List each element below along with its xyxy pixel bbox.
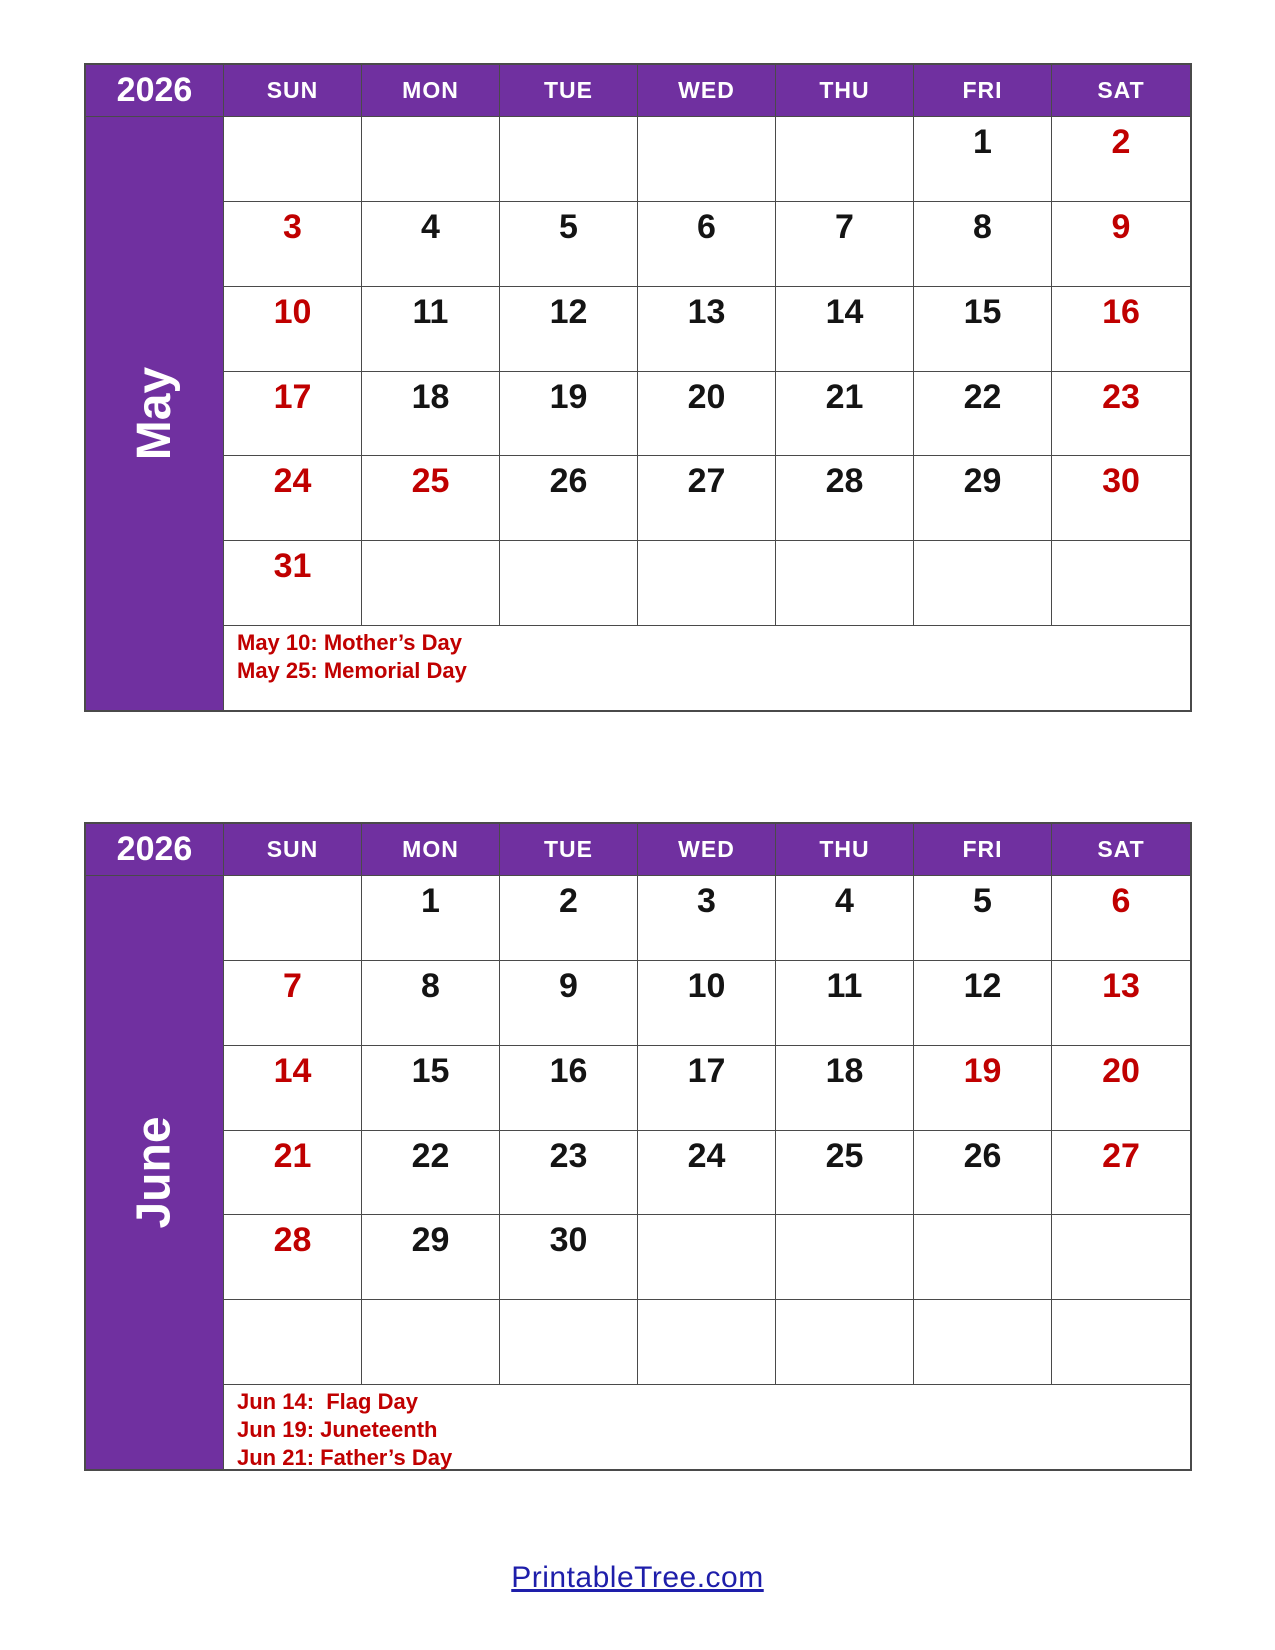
day-cell: 27 <box>1052 1131 1190 1216</box>
empty-day-cell <box>638 1300 776 1385</box>
empty-day-cell <box>500 1300 638 1385</box>
day-cell: 18 <box>362 372 500 457</box>
weekday-header: WED <box>638 65 776 117</box>
day-cell: 5 <box>914 876 1052 961</box>
day-cell: 25 <box>776 1131 914 1216</box>
day-cell: 11 <box>776 961 914 1046</box>
day-cell: 1 <box>362 876 500 961</box>
day-cell: 17 <box>638 1046 776 1131</box>
day-cell: 2 <box>1052 117 1190 202</box>
empty-day-cell <box>638 1215 776 1300</box>
weekday-header: TUE <box>500 824 638 876</box>
weekday-header: SUN <box>224 65 362 117</box>
empty-day-cell <box>224 117 362 202</box>
day-cell: 8 <box>914 202 1052 287</box>
weekday-header: TUE <box>500 65 638 117</box>
day-cell: 28 <box>224 1215 362 1300</box>
day-cell: 3 <box>224 202 362 287</box>
day-cell: 6 <box>1052 876 1190 961</box>
day-cell: 19 <box>914 1046 1052 1131</box>
weekday-header: MON <box>362 65 500 117</box>
day-cell: 22 <box>914 372 1052 457</box>
day-cell: 7 <box>224 961 362 1046</box>
day-cell: 14 <box>224 1046 362 1131</box>
day-cell: 24 <box>638 1131 776 1216</box>
day-cell: 5 <box>500 202 638 287</box>
weekday-header: FRI <box>914 65 1052 117</box>
empty-day-cell <box>776 541 914 626</box>
day-cell: 23 <box>1052 372 1190 457</box>
day-cell: 7 <box>776 202 914 287</box>
day-cell: 2 <box>500 876 638 961</box>
holidays-note <box>224 1385 1190 1469</box>
holiday-line: May 10: Mother’s Day <box>237 630 462 655</box>
day-cell: 8 <box>362 961 500 1046</box>
holiday-line: Jun 14: Flag Day <box>237 1389 418 1414</box>
day-cell: 4 <box>776 876 914 961</box>
empty-day-cell <box>1052 1300 1190 1385</box>
day-cell: 22 <box>362 1131 500 1216</box>
month-sidebar <box>86 876 224 1469</box>
weekday-header: THU <box>776 65 914 117</box>
day-cell: 24 <box>224 456 362 541</box>
day-cell: 28 <box>776 456 914 541</box>
weekday-header: THU <box>776 824 914 876</box>
footer <box>0 1561 1275 1595</box>
year-label: 2026 <box>86 65 224 117</box>
holidays-note <box>224 626 1190 710</box>
day-cell: 12 <box>500 287 638 372</box>
day-cell: 4 <box>362 202 500 287</box>
day-cell: 6 <box>638 202 776 287</box>
day-cell: 31 <box>224 541 362 626</box>
day-cell: 21 <box>776 372 914 457</box>
day-cell: 30 <box>500 1215 638 1300</box>
empty-day-cell <box>914 541 1052 626</box>
day-cell: 29 <box>914 456 1052 541</box>
weekday-header: SUN <box>224 824 362 876</box>
day-cell: 10 <box>638 961 776 1046</box>
day-cell: 17 <box>224 372 362 457</box>
empty-day-cell <box>914 1215 1052 1300</box>
day-cell: 25 <box>362 456 500 541</box>
day-cell: 30 <box>1052 456 1190 541</box>
day-cell: 18 <box>776 1046 914 1131</box>
weekday-header: MON <box>362 824 500 876</box>
month-label: May <box>128 366 181 461</box>
empty-day-cell <box>362 117 500 202</box>
day-cell: 12 <box>914 961 1052 1046</box>
year-label: 2026 <box>86 824 224 876</box>
empty-day-cell <box>776 117 914 202</box>
empty-day-cell <box>224 876 362 961</box>
day-cell: 13 <box>1052 961 1190 1046</box>
empty-day-cell <box>1052 1215 1190 1300</box>
holiday-line: May 25: Memorial Day <box>237 657 467 683</box>
calendar-may <box>84 63 1192 712</box>
day-cell: 9 <box>500 961 638 1046</box>
holiday-line: Jun 19: Juneteenth <box>237 1416 438 1442</box>
empty-day-cell <box>362 541 500 626</box>
day-cell: 10 <box>224 287 362 372</box>
footer-link[interactable]: PrintableTree.com <box>511 1561 764 1594</box>
day-cell: 14 <box>776 287 914 372</box>
day-cell: 9 <box>1052 202 1190 287</box>
day-cell: 21 <box>224 1131 362 1216</box>
month-label: June <box>128 1116 181 1229</box>
day-cell: 11 <box>362 287 500 372</box>
day-cell: 26 <box>914 1131 1052 1216</box>
day-cell: 13 <box>638 287 776 372</box>
day-cell: 29 <box>362 1215 500 1300</box>
day-cell: 1 <box>914 117 1052 202</box>
empty-day-cell <box>500 117 638 202</box>
day-cell: 23 <box>500 1131 638 1216</box>
empty-day-cell <box>638 117 776 202</box>
day-cell: 26 <box>500 456 638 541</box>
day-cell: 16 <box>1052 287 1190 372</box>
weekday-header: SAT <box>1052 65 1190 117</box>
empty-day-cell <box>1052 541 1190 626</box>
holiday-line: Jun 21: Father’s Day <box>237 1444 453 1470</box>
day-cell: 27 <box>638 456 776 541</box>
day-cell: 16 <box>500 1046 638 1131</box>
day-cell: 19 <box>500 372 638 457</box>
empty-day-cell <box>500 541 638 626</box>
month-sidebar <box>86 117 224 710</box>
weekday-header: WED <box>638 824 776 876</box>
day-cell: 3 <box>638 876 776 961</box>
empty-day-cell <box>362 1300 500 1385</box>
day-cell: 15 <box>914 287 1052 372</box>
empty-day-cell <box>638 541 776 626</box>
empty-day-cell <box>776 1215 914 1300</box>
day-cell: 15 <box>362 1046 500 1131</box>
empty-day-cell <box>224 1300 362 1385</box>
day-cell: 20 <box>638 372 776 457</box>
empty-day-cell <box>914 1300 1052 1385</box>
empty-day-cell <box>776 1300 914 1385</box>
weekday-header: FRI <box>914 824 1052 876</box>
day-cell: 20 <box>1052 1046 1190 1131</box>
weekday-header: SAT <box>1052 824 1190 876</box>
calendar-june <box>84 822 1192 1471</box>
